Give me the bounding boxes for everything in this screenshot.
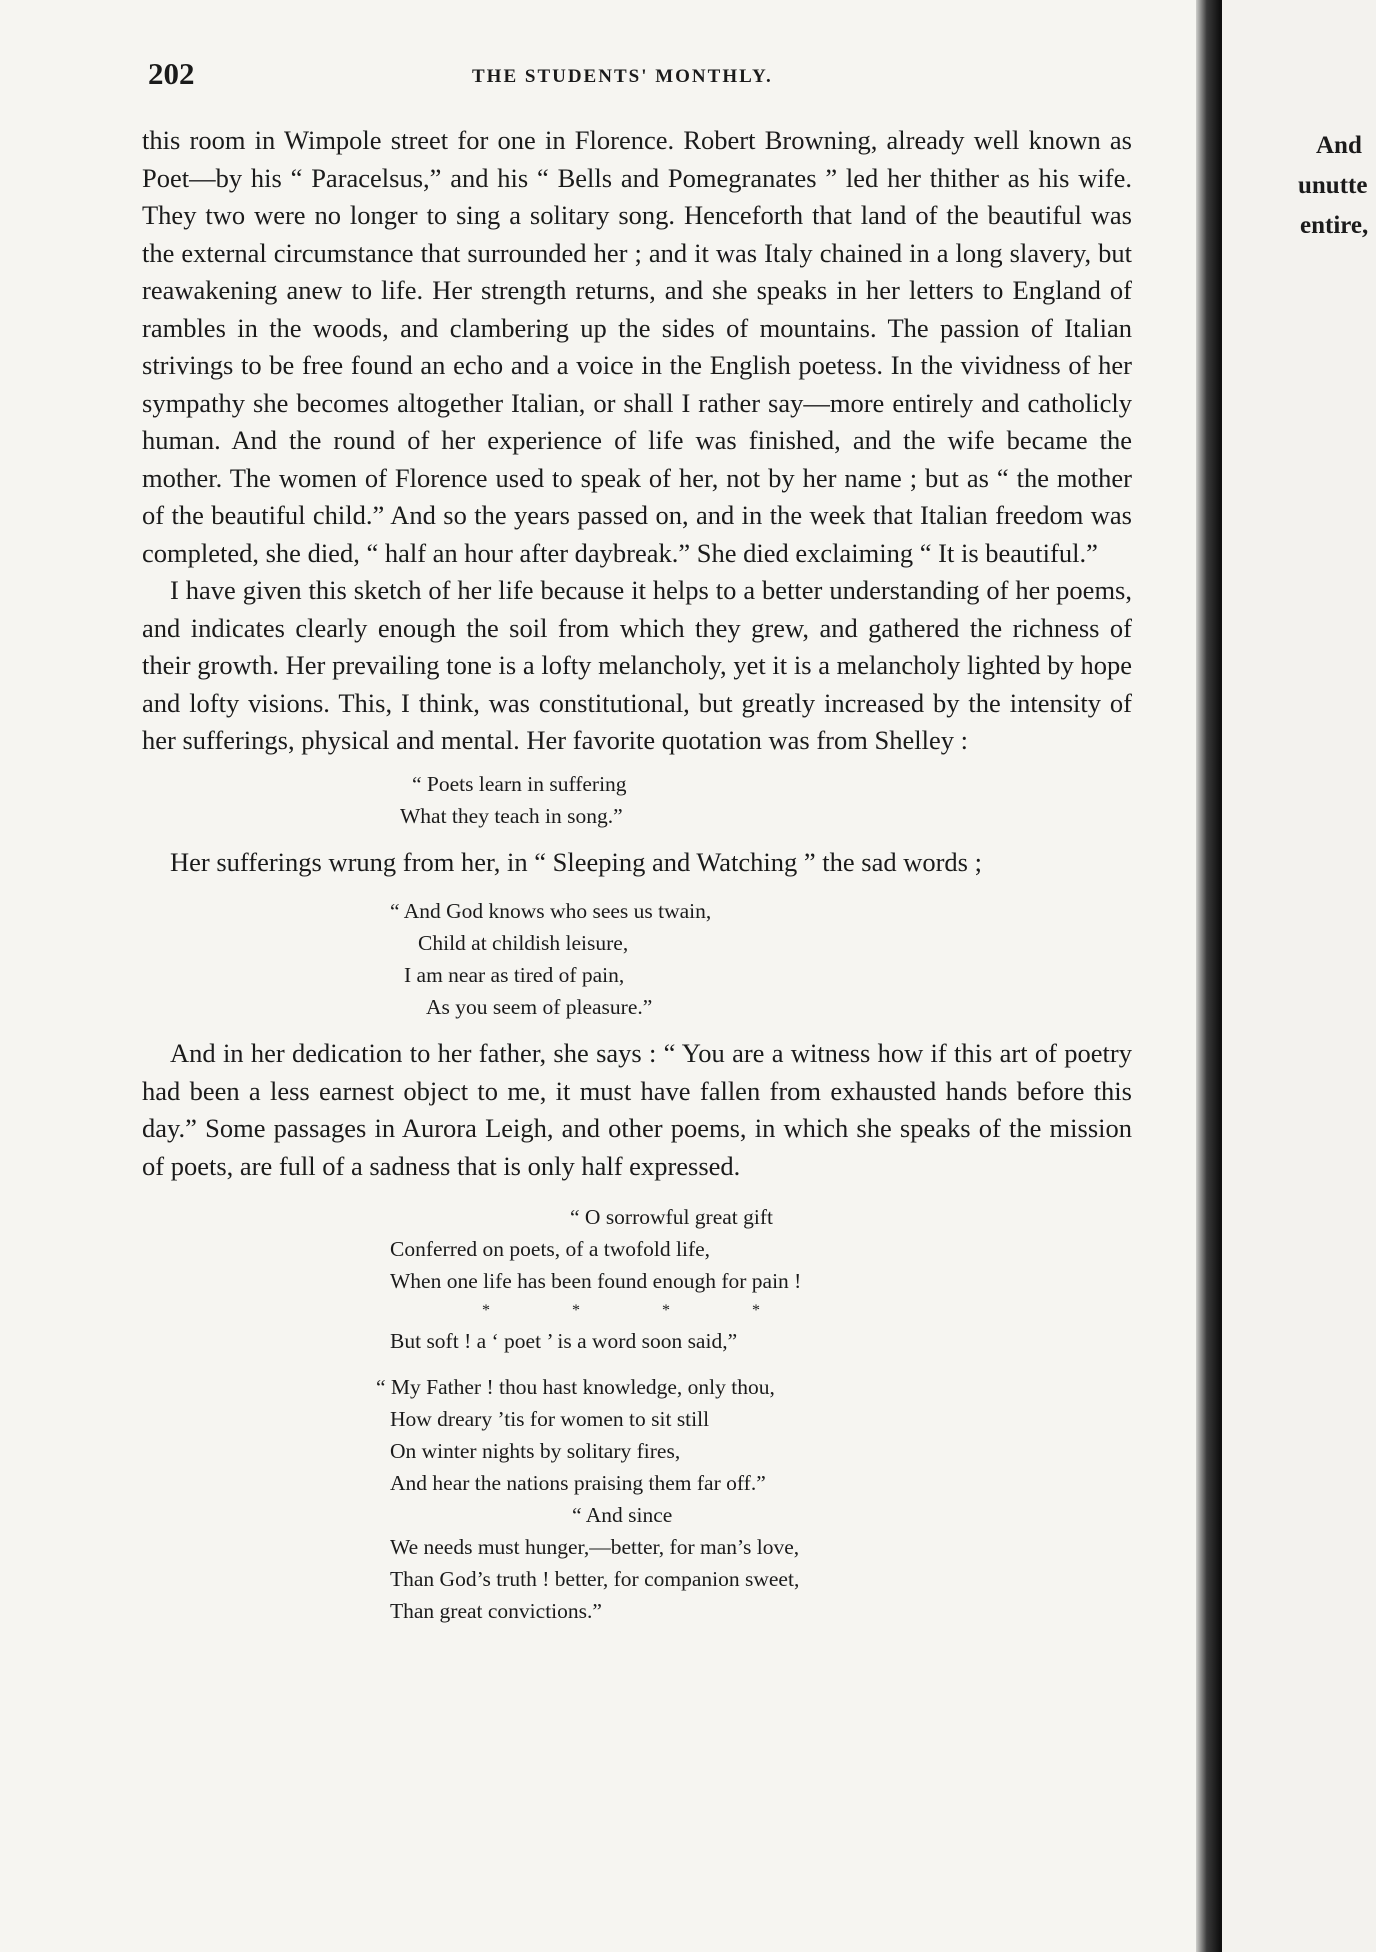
verse-line: We needs must hunger,—better, for man’s love, <box>390 1535 800 1559</box>
paragraph-browning: this room in Wimpole street for one in Florence. Robert Browning, already well known as Poet—by his “ Paracelsus,” and his “ Bells and Pomegranates ” led her thither as his wife. They two were no longer to sing a solitary song. Henceforth that land of the beautiful was the external circumstance that surrounded her ; and it was Italy chained in a long slavery, but reawakening anew to life. Her strength returns, and she speaks in her letters to England of rambles in the woods, and clambering up the sides of mountains. The passion of Italian strivings to be free found an echo and a voice in the English poetess. In the vividness of her sympathy she becomes altogether Italian, or shall I rather say—more entirely and catholicly human. And the round of her experience of life was finished, and the wife became the mother. The women of Florence used to speak of her, not by her name ; but as “ the mother of the beautiful child.” And so the years passed on, and in the week that Italian freedom was completed, she died, “ half an hour after daybreak.” She died exclaiming “ It is beautiful.” <box>142 125 1132 568</box>
verse-line: “ And since <box>572 1503 673 1527</box>
verse-line: When one life has been found enough for pain ! <box>390 1269 802 1293</box>
facing-page-fragment: And <box>1316 132 1362 159</box>
sleeping-watching-quotation <box>390 895 1132 1023</box>
verse-line: “ Poets learn in suffering <box>412 771 627 796</box>
facing-page-fragment: unutte <box>1298 172 1368 199</box>
verse-line: What they teach in song.” <box>400 803 623 828</box>
father-quotation <box>376 1371 1132 1627</box>
verse-line: I am near as tired of pain, <box>404 963 625 987</box>
running-title: THE STUDENTS' MONTHLY. <box>472 66 773 87</box>
verse-line: “ And God knows who sees us twain, <box>390 899 712 923</box>
aurora-leigh-quotation <box>390 1201 1132 1357</box>
verse-line: “ O sorrowful great gift <box>570 1205 773 1229</box>
article-body <box>142 122 1132 1639</box>
verse-line: And hear the nations praising them far off.” <box>390 1471 766 1495</box>
verse-line: As you seem of pleasure.” <box>426 995 653 1019</box>
book-gutter <box>1196 0 1220 1952</box>
verse-line: Child at childish leisure, <box>418 931 629 955</box>
ellipsis-stars: * * * * <box>482 1302 760 1319</box>
verse-line: Than God’s truth ! better, for companion sweet, <box>390 1567 800 1591</box>
verse-line: Conferred on poets, of a twofold life, <box>390 1237 711 1261</box>
verse-line: How dreary ’tis for women to sit still <box>390 1407 710 1431</box>
paragraph-sleeping-watching: Her sufferings wrung from her, in “ Sleeping and Watching ” the sad words ; <box>170 846 982 877</box>
facing-page <box>1220 0 1376 1952</box>
facing-page-fragment: entire, <box>1300 212 1369 239</box>
verse-line: Than great convictions.” <box>390 1599 602 1623</box>
shelley-quotation <box>400 768 1132 832</box>
paragraph-dedication: And in her dedication to her father, she says : “ You are a witness how if this art of poetry had been a less earnest object to me, it must have fallen from exhausted hands before this day.” Some passages in Aurora Leigh, and other poems, in which she speaks of the mission of poets, are full of a sadness that is only half expressed. <box>142 1038 1132 1181</box>
verse-line: But soft ! a ‘ poet ’ is a word soon said,” <box>390 1329 738 1353</box>
page-header <box>148 56 1148 96</box>
verse-line: “ My Father ! thou hast knowledge, only thou, <box>376 1375 775 1399</box>
page-number: 202 <box>148 56 195 91</box>
paragraph-sketch: I have given this sketch of her life because it helps to a better understanding of her poems, and indicates clearly enough the soil from which they grew, and gathered the richness of their growth. Her prevailing tone is a lofty melancholy, yet it is a melancholy lighted by hope and lofty visions. This, I think, was constitutional, but greatly increased by the intensity of her sufferings, physical and mental. Her favorite quotation was from Shelley : <box>142 575 1132 755</box>
verse-line: On winter nights by solitary fires, <box>390 1439 681 1463</box>
